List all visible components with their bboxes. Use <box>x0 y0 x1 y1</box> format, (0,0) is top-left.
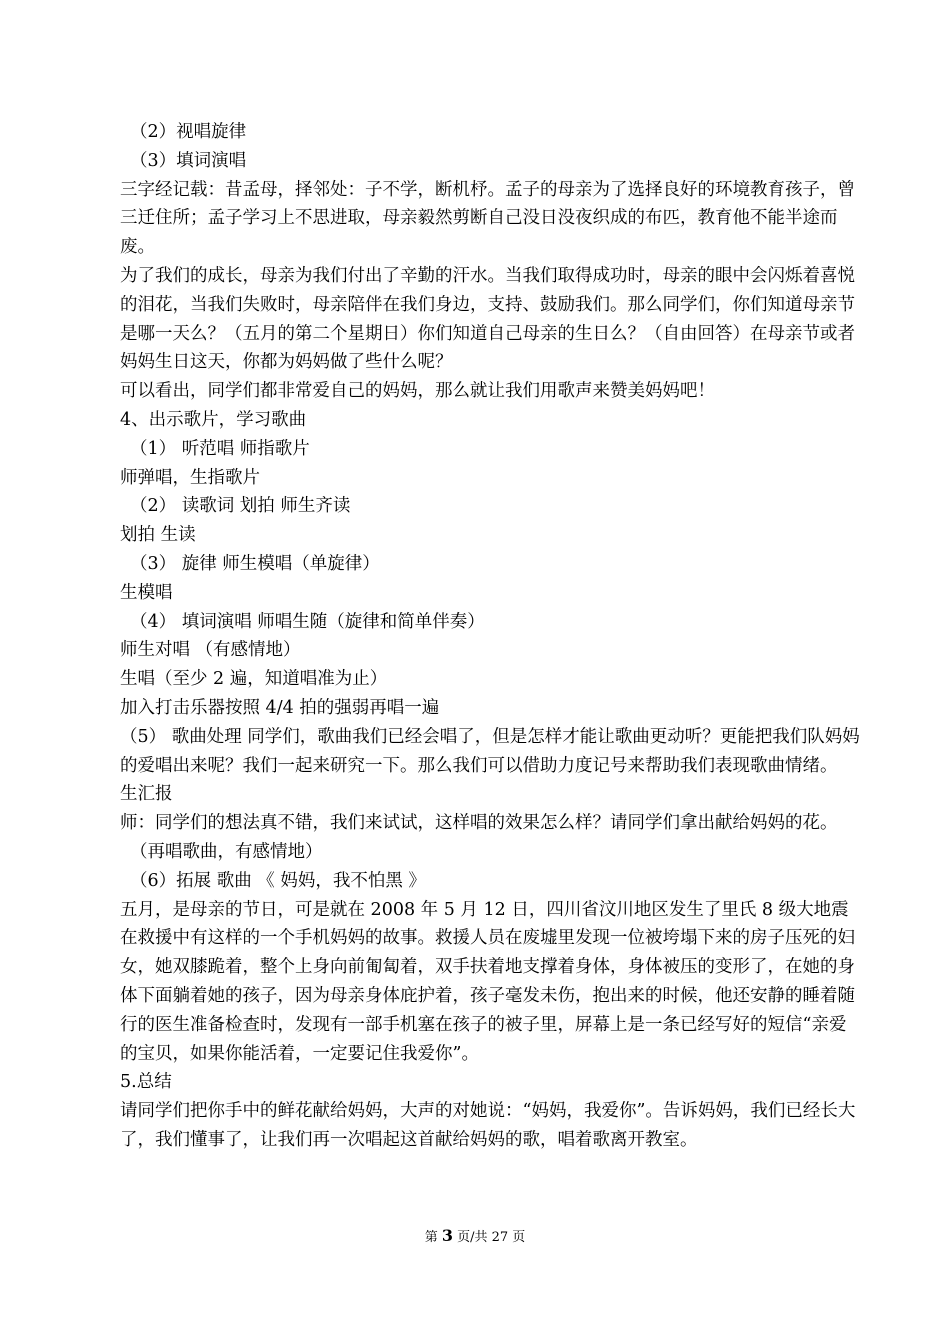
footer-page-number: 3 <box>441 1226 453 1245</box>
paragraph-earthquake-story: 五月，是母亲的节日，可是就在 2008 年 5 月 12 日，四川省汶川地区发生了里氏 8 级大地震在救援中有这样的一个手机妈妈的故事。救援人员在废墟里发现一位被垮塌下来的房子压死的妇女，她双膝跪着，整个上身向前匍匐着，双手扶着地支撑着身体，身体被压的变形了，在她的身体下面躺着她的孩子，因为母亲身体庇护着，孩子毫发未伤，抱出来的时候，他还安静的睡着随行的医生准备检查时，发现有一部手机塞在孩子的被子里，屏幕上是一条已经写好的短信“亲爱的宝贝，如果你能活着，一定要记住我爱你”。 <box>120 899 855 1064</box>
step-song-treatment: （5） 歌曲处理 同学们，歌曲我们已经会唱了，但是怎样才能让歌曲更动听？更能把我们队妈妈的爱唱出来呢？我们一起来研究一下。那么我们可以借助力度记号来帮助我们表现歌曲情绪。 <box>120 726 860 776</box>
step-fill-lyrics: （4） 填词演唱 师唱生随（旋律和简单伴奏） <box>130 611 485 632</box>
section-learn-song: 4、出示歌片，学习歌曲 <box>120 409 307 430</box>
step-student-sing: 生唱（至少 2 遍，知道唱准为止） <box>120 669 388 690</box>
step-sing-again: （再唱歌曲，有感情地） <box>130 841 323 862</box>
footer-middle: 页/共 <box>452 1230 492 1245</box>
step-percussion: 加入打击乐器按照 4/4 拍的强弱再唱一遍 <box>120 697 440 718</box>
step-sight-singing: （2）视唱旋律 <box>130 122 247 142</box>
page-footer <box>0 1226 950 1245</box>
step-duet: 师生对唱 （有感情地） <box>120 640 301 661</box>
paragraph-praise-mother: 可以看出，同学们都非常爱自己的妈妈，那么就让我们用歌声来赞美妈妈吧！ <box>120 381 715 402</box>
document-body <box>120 118 862 1155</box>
step-listen: （1） 听范唱 师指歌片 <box>130 438 310 459</box>
step-extension-song: （6）拓展 歌曲 《 妈妈，我不怕黑 》 <box>130 870 426 891</box>
step-student-imitate: 生模唱 <box>120 582 173 603</box>
footer-suffix: 页 <box>508 1230 526 1245</box>
paragraph-mothers-sacrifice: 为了我们的成长，母亲为我们付出了辛勤的汗水。当我们取得成功时，母亲的眼中会闪烁着喜悦的泪花，当我们失败时，母亲陪伴在我们身边，支持、鼓励我们。那么同学们，你们知道母亲节是哪一天么？（五月的第二个星期日）你们知道自己母亲的生日么？（自由回答）在母亲节或者妈妈生日这天，你都为妈妈做了些什么呢？ <box>120 265 855 373</box>
paragraph-closing: 请同学们把你手中的鲜花献给妈妈，大声的对她说：“妈妈，我爱你”。告诉妈妈，我们已经长大了，我们懂事了，让我们再一次唱起这首献给妈妈的歌，唱着歌离开教室。 <box>120 1101 856 1150</box>
paragraph-mencius: 三字经记载：昔孟母，择邻处：子不学，断机杼。孟子的母亲为了选择良好的环境教育孩子，曾三迁住所；孟子学习上不思进取，母亲毅然剪断自己没日没夜织成的布匹，教育他不能半途而废。 <box>120 179 855 258</box>
step-read-lyrics: （2） 读歌词 划拍 师生齐读 <box>130 496 351 517</box>
step-teacher-plays: 师弹唱，生指歌片 <box>120 467 260 488</box>
paragraph-teacher-flowers: 师：同学们的想法真不错，我们来试试，这样唱的效果怎么样？请同学们拿出献给妈妈的花。 <box>120 813 838 834</box>
step-melody: （3） 旋律 师生模唱（单旋律） <box>130 553 380 574</box>
footer-total-pages: 27 <box>491 1230 509 1245</box>
step-beat-reading: 划拍 生读 <box>120 525 196 546</box>
section-summary: 5.总结 <box>120 1072 172 1093</box>
footer-prefix: 第 <box>424 1230 442 1245</box>
step-lyrics-singing: （3）填词演唱 <box>130 150 247 171</box>
step-student-report: 生汇报 <box>120 784 173 805</box>
